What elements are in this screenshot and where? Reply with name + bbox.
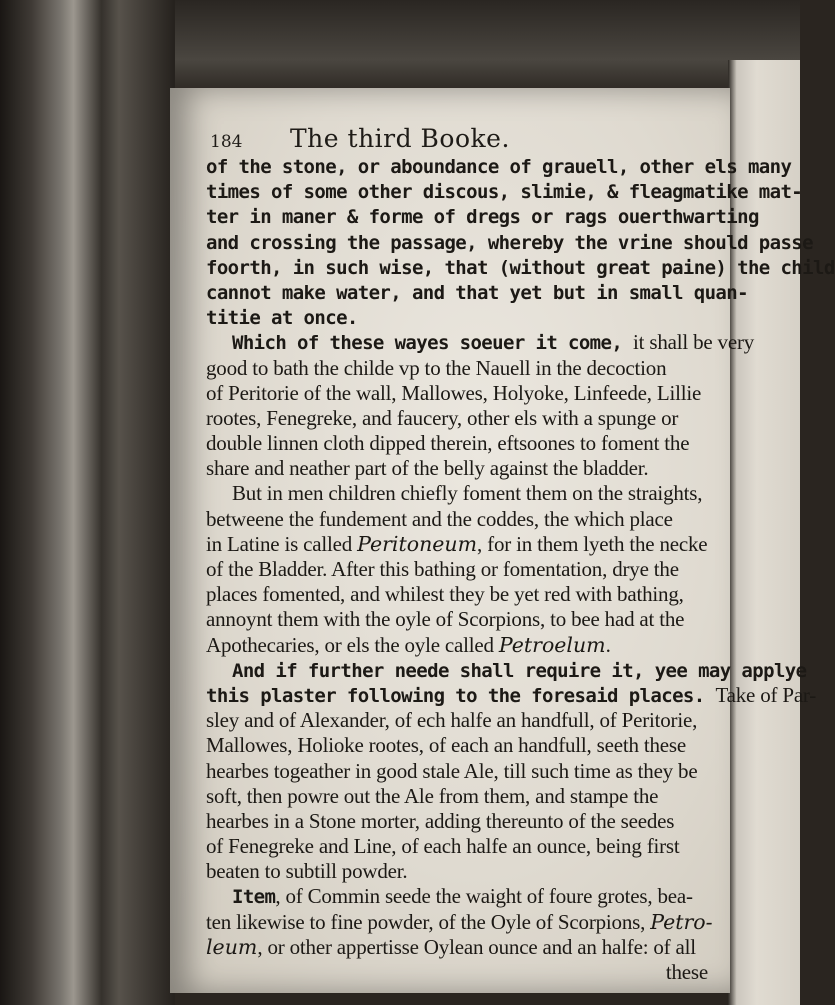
text-line — [206, 481, 726, 506]
text-line — [206, 381, 726, 406]
text-segment: , for in them lyeth the necke — [477, 531, 708, 556]
text-segment: . — [605, 632, 611, 657]
text-segment: foorth, in such wise, that (without great paine) the child — [206, 256, 835, 279]
text-line — [206, 859, 726, 884]
text-line — [206, 456, 726, 481]
body-text — [206, 154, 835, 985]
text-line — [206, 607, 726, 632]
text-segment: Petro- — [650, 909, 713, 934]
text-segment: annoynt them with the oyle of Scorpions, to bee had at the — [206, 607, 685, 632]
text-segment: this plaster following to the foresaid places. — [206, 684, 716, 707]
text-line — [206, 154, 792, 179]
text-segment: leum — [206, 934, 258, 959]
text-line — [206, 305, 726, 330]
text-line — [206, 834, 726, 859]
text-line — [206, 406, 726, 431]
text-segment: titie at once. — [206, 307, 358, 330]
text-line — [206, 431, 726, 456]
text-line — [206, 658, 807, 683]
text-line — [206, 633, 726, 658]
book-gutter — [0, 0, 175, 1005]
text-line — [206, 759, 726, 784]
text-line — [206, 204, 759, 229]
text-segment: Apothecaries, or els the oyle called — [206, 632, 499, 657]
text-segment: in Latine is called — [206, 531, 358, 556]
text-line — [206, 532, 726, 557]
text-segment: soft, then powre out the Ale from them, and stampe the — [206, 783, 659, 808]
book-page — [170, 88, 835, 993]
text-segment: And if further neede shall require it, yee may applye — [232, 659, 807, 682]
text-segment: it shall be very — [633, 330, 755, 355]
text-line — [206, 330, 755, 355]
text-segment: Which of these wayes soeuer it come, — [232, 332, 634, 355]
text-segment: places fomented, and whilest they be yet red with bathing, — [206, 582, 684, 607]
text-line — [206, 884, 726, 909]
text-line — [206, 708, 726, 733]
text-segment: good to bath the childe vp to the Nauell in the decoction — [206, 355, 667, 380]
text-line — [206, 733, 726, 758]
text-line — [206, 935, 726, 960]
text-segment: Take of Par- — [715, 682, 817, 707]
text-line — [206, 230, 813, 255]
text-line — [206, 255, 835, 280]
text-segment: rootes, Fenegreke, and faucery, other els with a spunge or — [206, 405, 679, 430]
text-segment: double linnen cloth dipped therein, eftsoones to foment the — [206, 431, 690, 456]
text-segment: sley and of Alexander, of ech halfe an handfull, of Peritorie, — [206, 708, 698, 733]
text-segment: But in men children chiefly foment them on the straights, — [232, 481, 703, 506]
text-segment: beaten to subtill powder. — [206, 859, 408, 884]
text-segment: cannot make water, and that yet but in small quan- — [206, 281, 748, 304]
text-line — [206, 179, 803, 204]
text-line — [206, 784, 726, 809]
text-line — [206, 356, 726, 381]
text-segment: ter in maner & forme of dregs or rags ouerthwarting — [206, 206, 759, 229]
text-segment: Item — [232, 886, 276, 909]
text-segment: , or other appertisse Oylean ounce and an halfe: of all — [257, 934, 696, 959]
text-segment: of the Bladder. After this bathing or fomentation, drye the — [206, 557, 679, 581]
text-segment: ten likewise to fine powder, of the Oyle of Scorpions, — [206, 909, 651, 934]
text-line — [206, 809, 726, 834]
text-segment: Peritoneum — [357, 531, 478, 556]
text-segment: Petroelum — [498, 632, 606, 657]
text-segment: of the stone, or aboundance of grauell, other els many — [206, 156, 792, 178]
text-segment: hearbes in a Stone morter, adding thereunto of the seedes — [206, 808, 675, 833]
text-segment: Mallowes, Holioke rootes, of each an handfull, seeth these — [206, 733, 687, 758]
text-line — [206, 682, 817, 708]
text-line — [206, 557, 726, 582]
text-segment: of Fenegreke and Line, of each halfe an ounce, being first — [206, 834, 680, 859]
text-segment: hearbes togeather in good stale Ale, till such time as they be — [206, 758, 698, 783]
text-segment: of Peritorie of the wall, Mallowes, Holyoke, Linfeede, Lillie — [206, 380, 702, 405]
text-segment: and crossing the passage, whereby the vrine should passe — [206, 231, 813, 254]
page-header — [210, 124, 710, 154]
text-segment: , of Commin seede the waight of foure grotes, bea- — [275, 884, 693, 909]
text-segment: these — [665, 960, 708, 984]
text-line — [206, 280, 748, 305]
text-line — [206, 910, 726, 935]
text-line — [206, 507, 726, 532]
catchword — [206, 960, 726, 985]
running-head: The third Booke. — [290, 124, 510, 153]
text-segment: betweene the fundement and the coddes, the which place — [206, 506, 673, 531]
text-segment: times of some other discous, slimie, & fleagmatike mat- — [206, 181, 803, 204]
text-line — [206, 582, 726, 607]
page-number: 184 — [210, 132, 243, 152]
text-segment: share and neather part of the belly against the bladder. — [206, 456, 649, 481]
